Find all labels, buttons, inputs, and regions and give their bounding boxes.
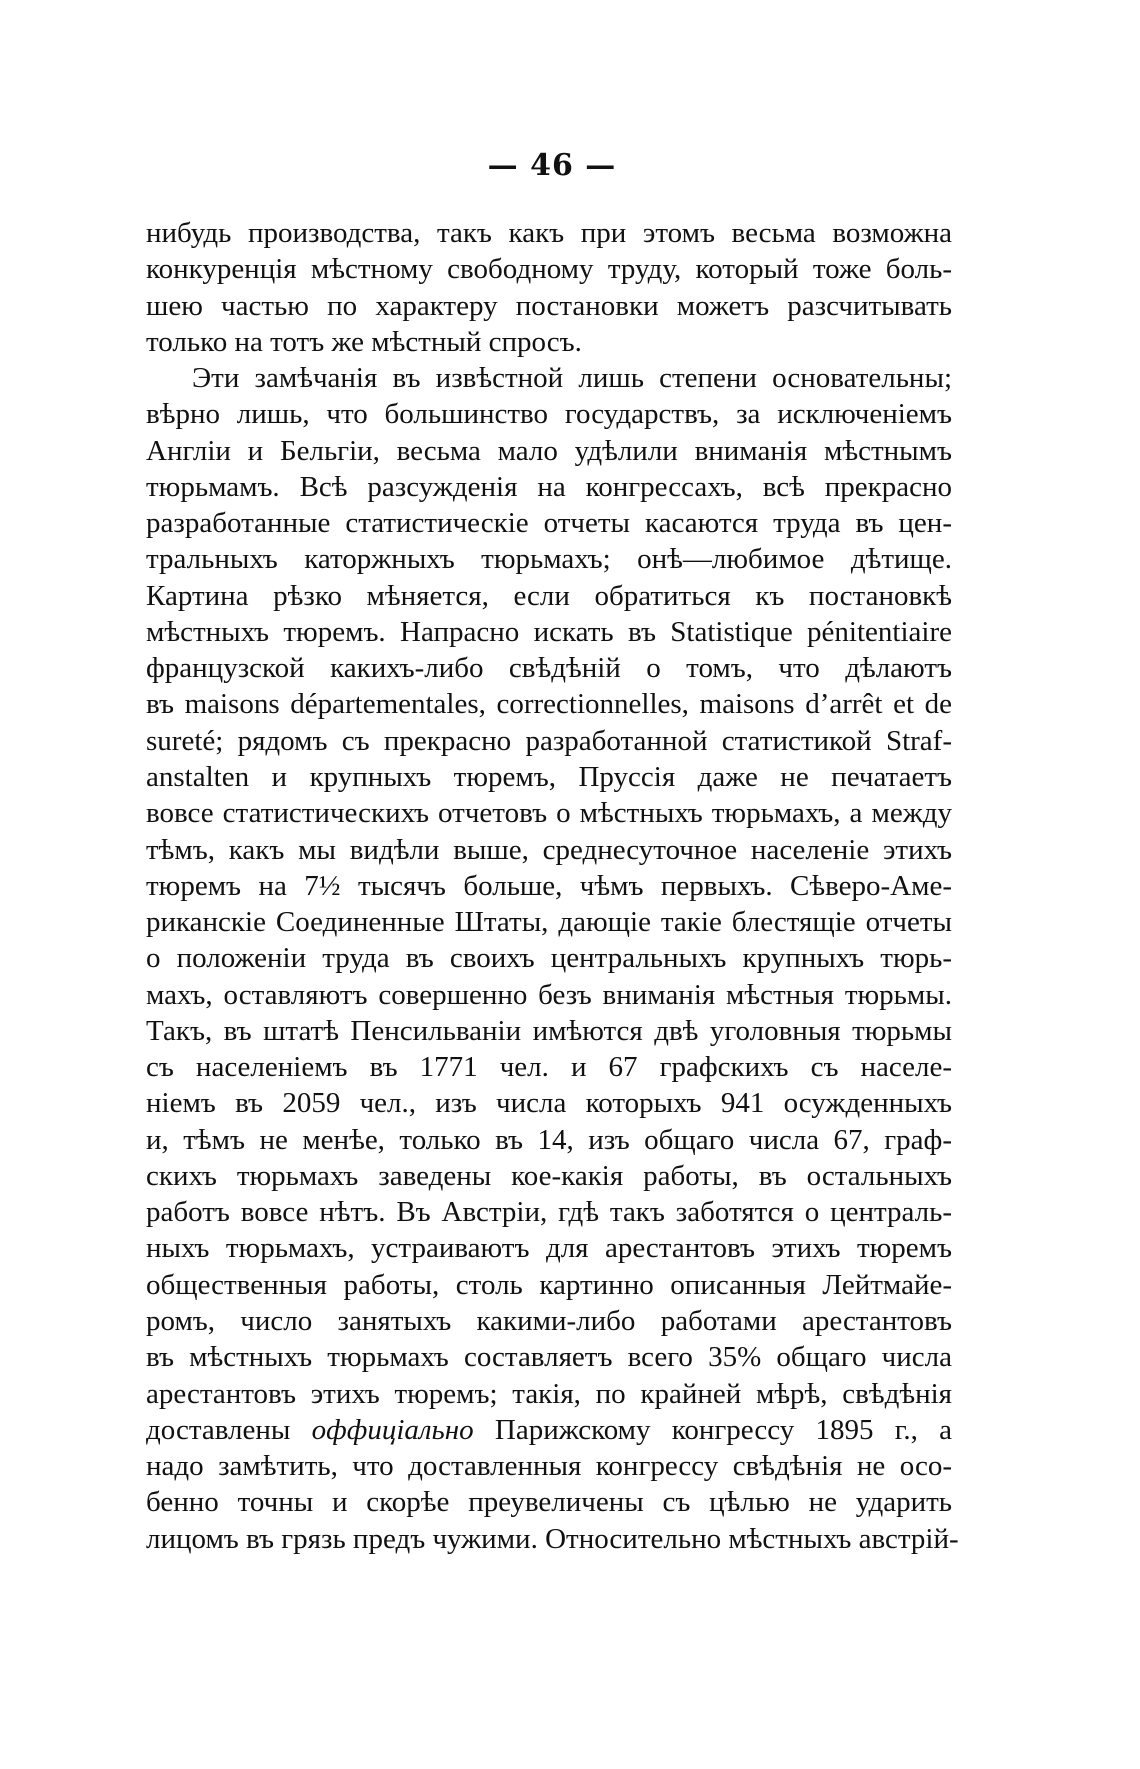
text-line: въ мѣстныхъ тюрьмахъ составляетъ всего 35% общаго числа <box>146 1341 952 1374</box>
text-line: махъ, оставляютъ совершенно безъ вниманія мѣстныя тюрьмы. <box>146 978 952 1011</box>
text-line: только на тотъ же мѣстный спросъ. <box>146 325 582 358</box>
text-line: съ населеніемъ въ 1771 чел. и 67 графскихъ съ населе- <box>146 1051 952 1084</box>
text-line: ныхъ тюрьмахъ, устраиваютъ для арестантовъ этихъ тюремъ <box>146 1232 952 1265</box>
text-line: нибудь производства, такъ какъ при этомъ весьма возможна <box>146 217 952 249</box>
text-line-mixed <box>146 1412 952 1448</box>
body-text <box>146 215 959 1557</box>
text-line: конкуренція мѣстному свободному труду, который тоже боль- <box>146 253 952 286</box>
text-line: sureté; рядомъ съ прекрасно разработанной статистикой Straf- <box>146 724 952 757</box>
text-line: скихъ тюрьмахъ заведены кое-какія работы, въ остальныхъ <box>146 1159 952 1192</box>
text-line: тюремъ на 7½ тысячъ больше, чѣмъ первыхъ. Сѣверо-Аме- <box>146 869 952 902</box>
text-line: ніемъ въ 2059 чел., изъ числа которыхъ 941 осужденныхъ <box>146 1087 952 1120</box>
text-span: доставлены <box>146 1413 312 1446</box>
text-line: французской какихъ-либо свѣдѣній о томъ, что дѣлаютъ <box>146 652 952 685</box>
text-line: въ maisons départementales, correctionnelles, maisons d’arrêt et de <box>146 688 952 721</box>
text-line: вѣрно лишь, что большинство государствъ, за исключеніемъ <box>146 398 952 431</box>
page-number: — 46 — <box>487 148 617 183</box>
text-line: разработанные статистическіе отчеты касаются труда въ цен- <box>146 507 952 540</box>
text-line: бенно точны и скорѣе преувеличены съ цѣлью не ударить <box>146 1486 952 1519</box>
text-line: Англіи и Бельгіи, весьма мало удѣлили вниманія мѣстнымъ <box>146 434 952 467</box>
text-line: и, тѣмъ не менѣе, только въ 14, изъ общаго числа 67, граф- <box>146 1123 952 1156</box>
text-line: Такъ, въ штатѣ Пенсильваніи имѣются двѣ уголовныя тюрьмы <box>146 1014 952 1047</box>
text-line: шею частью по характеру постановки можетъ разсчитывать <box>146 289 952 322</box>
text-line: о положеніи труда въ своихъ центральныхъ крупныхъ тюрь- <box>146 942 952 975</box>
text-line: вовсе статистическихъ отчетовъ о мѣстныхъ тюрьмахъ, а между <box>146 797 952 830</box>
text-line: арестантовъ этихъ тюремъ; такія, по крайней мѣрѣ, свѣдѣнія <box>146 1377 952 1410</box>
text-line: ромъ, число занятыхъ какими-либо работами арестантовъ <box>146 1304 952 1337</box>
text-line: anstalten и крупныхъ тюремъ, Пруссія даже не печатаетъ <box>146 760 952 793</box>
text-line: мѣстныхъ тюремъ. Напрасно искать въ Statistique pénitentiaire <box>146 615 952 648</box>
text-line: лицомъ въ грязь предъ чужими. Относительно мѣстныхъ австрій- <box>146 1522 959 1555</box>
text-line: тюрьмамъ. Всѣ разсужденія на конгрессахъ, всѣ прекрасно <box>146 470 952 503</box>
text-line: надо замѣтить, что доставленныя конгрессу свѣдѣнія не осо- <box>146 1450 952 1483</box>
text-span: Парижскому конгрессу 1895 г., а <box>473 1413 952 1446</box>
text-line: Картина рѣзко мѣняется, если обратиться къ постановкѣ <box>146 579 952 612</box>
text-line: работъ вовсе нѣтъ. Въ Австріи, гдѣ такъ заботятся о централь- <box>146 1196 952 1229</box>
text-line: тральныхъ каторжныхъ тюрьмахъ; онѣ—любимое дѣтище. <box>146 543 952 576</box>
text-line: тѣмъ, какъ мы видѣли выше, среднесуточное населеніе этихъ <box>146 833 952 866</box>
text-line: общественныя работы, столь картинно описанныя Лейтмайе- <box>146 1268 952 1301</box>
text-line: риканскіе Соединенные Штаты, дающіе такіе блестящіе отчеты <box>146 906 952 939</box>
italic-word: оффиціально <box>311 1413 474 1446</box>
text-line: Эти замѣчанія въ извѣстной лишь степени основательны; <box>192 362 952 395</box>
